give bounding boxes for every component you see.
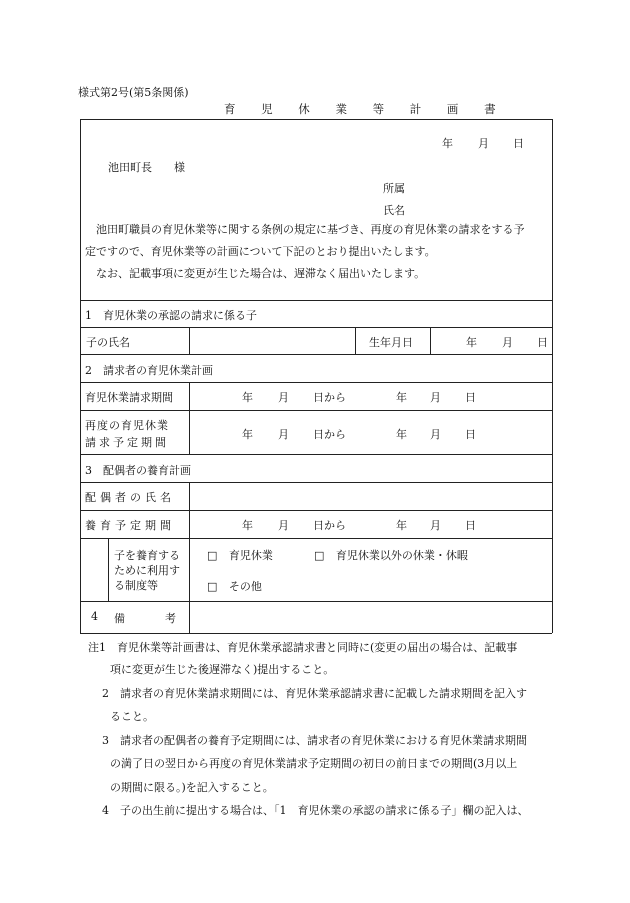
- period-year: 年: [242, 428, 253, 441]
- rule: [430, 327, 431, 354]
- label-text: 子の氏名: [86, 336, 130, 349]
- period-month2: 月: [430, 391, 441, 404]
- period-month: 月: [278, 519, 289, 532]
- dob-month: 月: [502, 336, 513, 349]
- date-month: 月: [478, 137, 489, 150]
- plan-period-label: 養育予定期間: [85, 519, 175, 532]
- period-day2: 日: [465, 391, 476, 404]
- rule: [189, 482, 190, 601]
- note-2-line-1: 2 請求者の育児休業請求期間には、育児休業承認請求書に記載した請求期間を記入す: [102, 687, 527, 700]
- checkbox-icon[interactable]: □: [314, 549, 325, 562]
- dob-day: 日: [537, 336, 548, 349]
- dob-label: 生年月日: [369, 336, 413, 349]
- rule: [189, 327, 190, 354]
- affiliation-label: 所属: [383, 182, 405, 195]
- name-label: 氏名: [383, 204, 405, 217]
- period-year2: 年: [396, 428, 407, 441]
- rule: [189, 601, 190, 633]
- period-month2: 月: [430, 519, 441, 532]
- option-label: 育児休業: [228, 549, 273, 562]
- rule: [80, 354, 552, 355]
- rule: [80, 382, 552, 383]
- section-2-heading: 2 請求者の育児休業計画: [85, 364, 213, 377]
- form-label: 様式第2号(第5条関係): [78, 86, 189, 99]
- dob-year: 年: [466, 336, 477, 349]
- date-day: 日: [513, 137, 524, 150]
- rule: [189, 382, 190, 454]
- spouse-name-label: 配偶者の氏名: [85, 491, 175, 504]
- option-other[interactable]: [207, 578, 262, 594]
- period-day2: 日: [465, 428, 476, 441]
- period-month2: 月: [430, 428, 441, 441]
- note-2-line-2: ること。: [110, 710, 154, 723]
- body-line-1: 池田町職員の育児休業等に関する条例の規定に基づき、再度の育児休業の請求をする予: [96, 223, 525, 236]
- checkbox-icon[interactable]: □: [207, 549, 218, 562]
- rule: [355, 327, 356, 354]
- re-leave-label-2: 請求予定期間: [85, 436, 169, 449]
- rule: [80, 633, 552, 634]
- addressee: 池田町長 様: [108, 161, 185, 174]
- rule: [80, 327, 552, 328]
- note-3-line-3: の期間に限る。)を記入すること。: [110, 781, 274, 794]
- rule: [552, 119, 553, 633]
- remarks-num: 4: [91, 610, 98, 623]
- rule: [80, 510, 552, 511]
- section-1-heading: 1 育児休業の承認の請求に係る子: [85, 309, 257, 322]
- note-1-line-1: 注1 育児休業等計画書は、育児休業承認請求書と同時に(変更の届出の場合は、記載事: [88, 641, 518, 654]
- rule: [80, 454, 552, 455]
- period-from: 日から: [313, 428, 346, 441]
- option-label: 育児休業以外の休業・休暇: [335, 549, 468, 562]
- period-year2: 年: [396, 519, 407, 532]
- date-year: 年: [442, 137, 453, 150]
- period-from: 日から: [313, 519, 346, 532]
- system-label-1: 子を養育する: [114, 549, 180, 562]
- checkbox-icon[interactable]: □: [207, 580, 218, 593]
- remarks-label: 備 考: [114, 612, 182, 625]
- rule: [80, 538, 552, 539]
- rule: [80, 410, 552, 411]
- period-month: 月: [278, 428, 289, 441]
- rule: [80, 601, 552, 602]
- option-label: その他: [228, 580, 262, 593]
- rule: [108, 538, 109, 601]
- period-day2: 日: [465, 519, 476, 532]
- note-3-line-1: 3 請求者の配偶者の養育予定期間には、請求者の育児休業における育児休業請求期間: [102, 734, 527, 747]
- body-line-2: 定ですので、育児休業等の計画について下記のとおり提出いたします。: [85, 245, 436, 258]
- form-title: 育 児 休 業 等 計 画 書: [224, 102, 507, 116]
- re-leave-label-1: 再度の育児休業: [85, 419, 169, 432]
- child-name-label: [86, 334, 182, 350]
- body-line-3: なお、記載事項に変更が生じた場合は、遅滞なく届出いたします。: [96, 267, 426, 280]
- section-3-heading: 3 配偶者の養育計画: [85, 464, 191, 477]
- leave-period-label: 育児休業請求期間: [85, 391, 173, 404]
- system-label-2: ために利用す: [114, 564, 180, 577]
- period-month: 月: [278, 391, 289, 404]
- period-from: 日から: [313, 391, 346, 404]
- note-3-line-2: の満了日の翌日から再度の育児休業請求予定期間の初日の前日までの期間(3月以上: [110, 757, 518, 770]
- option-childcare-leave[interactable]: [207, 547, 273, 563]
- period-year: 年: [242, 519, 253, 532]
- period-year2: 年: [396, 391, 407, 404]
- rule: [80, 482, 552, 483]
- system-label-3: る制度等: [114, 579, 158, 592]
- note-4-line-1: 4 子の出生前に提出する場合は、「1 育児休業の承認の請求に係る子」欄の記入は、: [102, 804, 529, 817]
- rule: [80, 119, 81, 633]
- note-1-line-2: 項に変更が生じた後遅滞なく)提出すること。: [110, 663, 335, 676]
- rule: [80, 119, 552, 120]
- period-year: 年: [242, 391, 253, 404]
- rule: [80, 300, 552, 301]
- option-other-leave[interactable]: [314, 547, 468, 563]
